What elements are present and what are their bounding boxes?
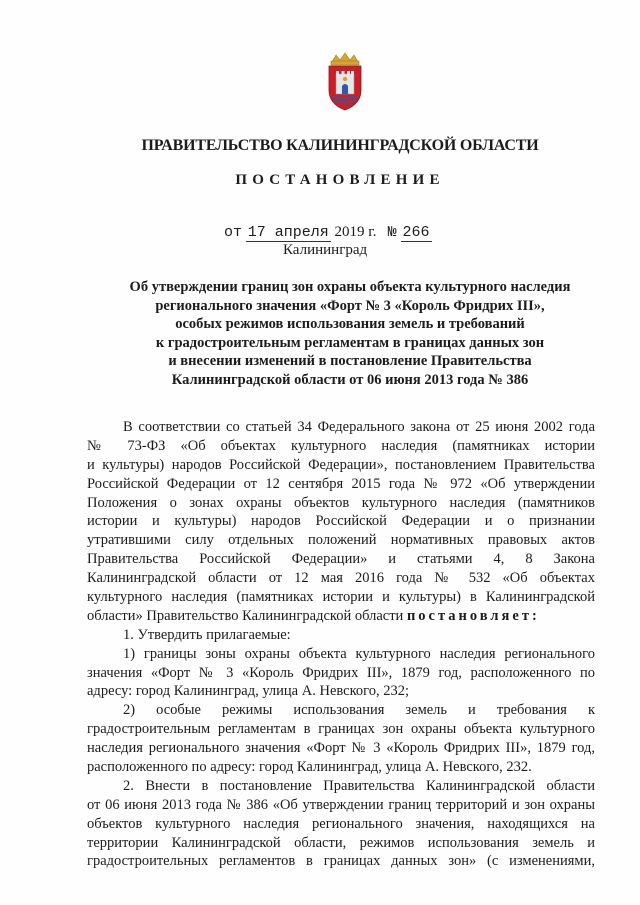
body-line: наследия регионального значения «Форт № 3 «Король Фридрих III», 1879 год,: [87, 740, 595, 757]
heading-line: и внесении изменений в постановление Правительства: [168, 353, 532, 370]
body-line: градостроительных регламентов в границах данных зон» (с изменениями,: [87, 853, 595, 870]
decree-word: постановляет:: [406, 607, 540, 624]
number-sign: №: [387, 224, 397, 241]
date-prefix: от: [224, 224, 243, 241]
date-year: 2019 г.: [334, 224, 377, 240]
body-line: 2) особые режимы использования земель и требования к: [123, 702, 595, 719]
body-line: В соответствии со статьей 34 Федерального закона от 25 июня 2002 года: [123, 419, 595, 435]
body-line: расположенного по адресу: город Калининград, улица А. Невского, 232.: [87, 759, 532, 776]
body-line: 1) границы зоны охраны объекта культурного наследия регионального: [123, 645, 595, 662]
heading-line: регионального значения «Форт № 3 «Король Фридрих III»,: [155, 297, 545, 314]
body-line: Калининградской области от 12 мая 2016 года № 532 «Об объектах: [87, 570, 595, 587]
heading-line: особых режимов использования земель и требований: [175, 316, 525, 333]
body-line: от 06 июня 2013 года № 386 «Об утверждении границ территорий и зон охраны: [87, 796, 595, 813]
body-line-text: области» Правительство Калининградской области: [87, 607, 404, 624]
body-line: 2. Внести в постановление Правительства Калининградской области: [123, 777, 595, 794]
document-heading: [60, 278, 640, 390]
body-line: № 73-ФЗ «Об объектах культурного наследия (памятниках истории: [87, 437, 595, 454]
government-title: ПРАВИТЕЛЬСТВО КАЛИНИНГРАДСКОЙ ОБЛАСТИ: [141, 137, 539, 154]
document-type: ПОСТАНОВЛЕНИЕ: [235, 172, 445, 188]
body-line: градостроительным регламентам в границах зон охраны объекта культурного: [87, 721, 595, 738]
body-line: адресу: город Калининград, улица А. Невского, 232;: [87, 683, 409, 700]
body-line: культурного наследия (памятниках истории и культуры) в Калининградской: [87, 589, 595, 606]
body-line: Российской Федерации от 12 сентября 2015 года № 972 «Об утверждении: [87, 475, 595, 492]
heading-line: Об утверждении границ зон охраны объекта культурного наследия: [129, 279, 571, 295]
heading-line: Калининградской области от 06 июня 2013 года № 386: [171, 371, 529, 388]
body-line: Правительства Российской Федерации» и статьями 4, 8 Закона: [87, 551, 595, 568]
heading-line: к градостроительным регламентам в границах данных зон: [155, 334, 545, 351]
body-line: утратившими силу отдельных положений нормативных правовых актов: [87, 532, 595, 549]
body-line: истории и культуры) народов Российской Федерации и о признании: [87, 513, 595, 530]
body-line: и культуры) народов Российской Федерации», постановлением Правительства: [87, 456, 595, 473]
date-number-line: [224, 224, 432, 241]
city-name: Калининград: [283, 242, 368, 258]
body-line: Положения о зонах охраны объектов культурного наследия (памятников: [87, 494, 595, 511]
date-day-month: 17 апреля: [247, 224, 329, 241]
body-line: [87, 607, 595, 626]
body-line: 1. Утвердить прилагаемые:: [123, 626, 291, 643]
coat-of-arms-icon: [322, 52, 368, 112]
document-number: 266: [402, 224, 430, 241]
body-line: объектов культурного наследия регионального значения, находящихся на: [87, 815, 595, 832]
document-body: [87, 418, 595, 871]
body-line: значения «Форт № 3 «Король Фридрих III», 1879 год, расположенного по: [87, 664, 595, 681]
body-line: территории Калининградской области, режимов использования земель и: [87, 834, 595, 851]
